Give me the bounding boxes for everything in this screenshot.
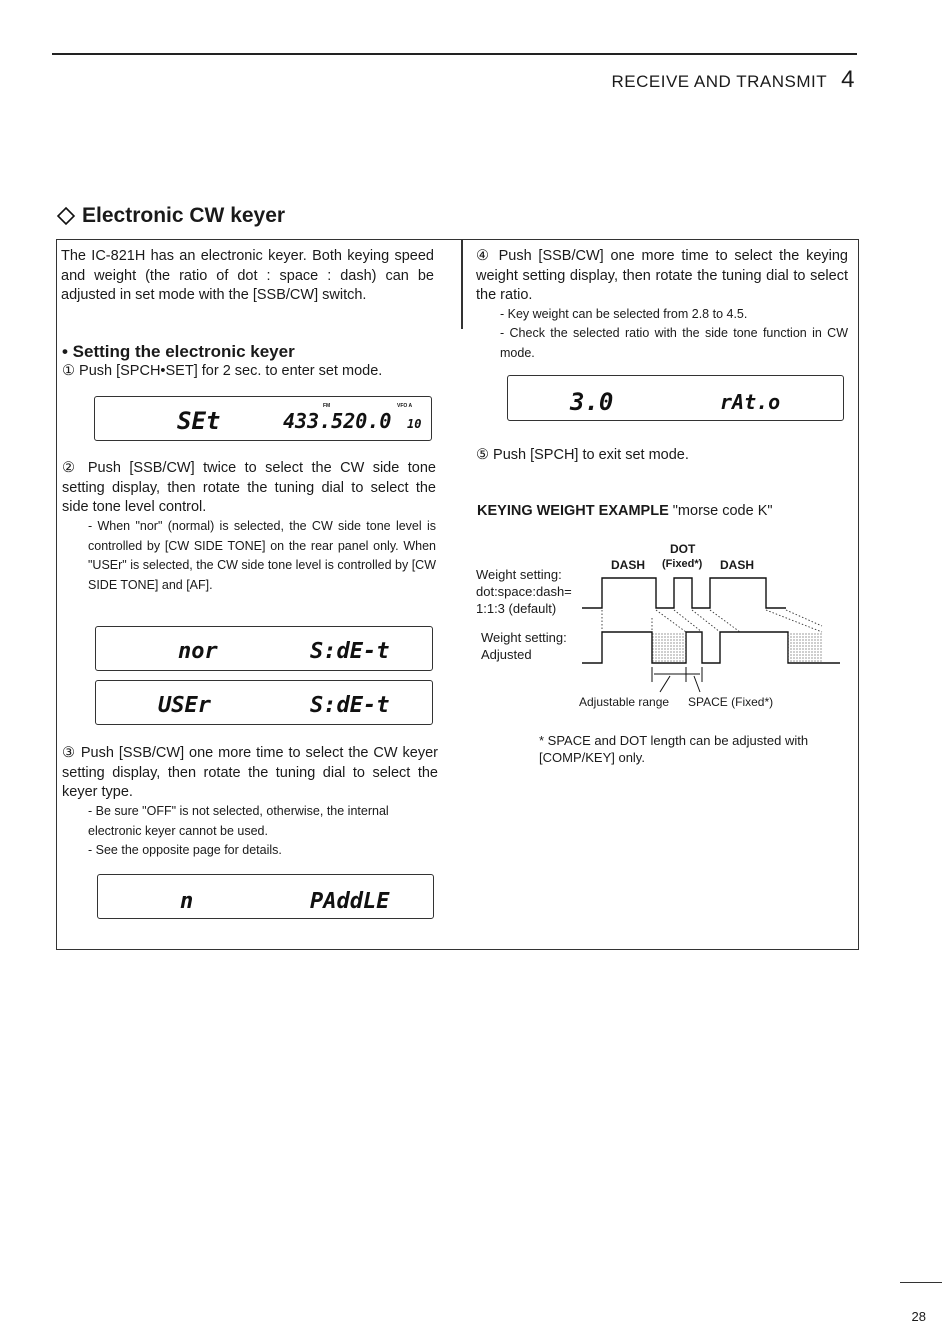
lcd-ratio bbox=[507, 375, 844, 421]
weight-adjusted-label bbox=[481, 629, 567, 663]
step-2-note: - When "nor" (normal) is selected, the CW side tone level is controlled by [CW SIDE TONE] on the rear panel only. When "USEr" is selected, the CW side tone level is controlled by [CW SIDE TONE] and [AF]. bbox=[88, 519, 436, 592]
section-title-text: Electronic CW keyer bbox=[82, 204, 286, 227]
guide-lines bbox=[602, 610, 822, 632]
footnote: * SPACE and DOT length can be adjusted with [COMP/KEY] only. bbox=[539, 733, 809, 765]
weight-default-line-1: Weight setting: bbox=[476, 567, 562, 582]
subheading: • Setting the electronic keyer bbox=[62, 342, 295, 361]
keying-waveform-diagram bbox=[580, 570, 850, 695]
example-title: KEYING WEIGHT EXAMPLE bbox=[477, 503, 669, 519]
adjustable-range-label: Adjustable range bbox=[579, 695, 670, 709]
lcd-set bbox=[94, 396, 432, 441]
lcd-ratio-left: 3.0 bbox=[570, 388, 614, 416]
diagram-dot-label: DOT bbox=[670, 542, 696, 556]
diagram-dash2-label: DASH bbox=[720, 558, 755, 572]
default-waveform bbox=[582, 578, 786, 608]
step-2: ② Push [SSB/CW] twice to select the CW side tone setting display, then rotate the tuning dial to select the side tone level control. bbox=[62, 460, 436, 515]
example-subtitle: "morse code K" bbox=[672, 503, 773, 519]
diagram-fixed-label: (Fixed*) bbox=[662, 558, 703, 570]
diamond-icon bbox=[56, 206, 76, 226]
lcd-paddle-left: n bbox=[180, 889, 194, 914]
lcd-user-right: S:dE-t bbox=[310, 693, 390, 718]
lcd-set-ind1: FM bbox=[323, 403, 331, 409]
column-divider bbox=[461, 239, 463, 329]
space-fixed-label: SPACE (Fixed*) bbox=[688, 695, 774, 709]
chapter-number: 4 bbox=[841, 66, 855, 93]
example-title-line bbox=[477, 503, 773, 519]
lcd-set-ind2: VFO A bbox=[397, 403, 413, 409]
step-5: ⑤ Push [SPCH] to exit set mode. bbox=[476, 447, 689, 463]
step-3-note-2: - See the opposite page for details. bbox=[88, 843, 282, 857]
step-3-note-1: - Be sure "OFF" is not selected, otherwise, the internal electronic keyer cannot be used. bbox=[88, 804, 389, 838]
lcd-nor bbox=[95, 626, 433, 671]
diagram-dash1-label: DASH bbox=[611, 558, 646, 572]
lcd-paddle-right: PAddLE bbox=[310, 889, 390, 914]
weight-default-line-3: 1:1:3 (default) bbox=[476, 601, 557, 616]
adjustable-area-2 bbox=[788, 633, 822, 663]
weight-default-label bbox=[476, 566, 572, 617]
lcd-nor-right: S:dE-t bbox=[310, 639, 390, 664]
lcd-nor-left: nor bbox=[178, 639, 218, 664]
section-title bbox=[56, 204, 285, 228]
step-3: ③ Push [SSB/CW] one more time to select the CW keyer setting display, then rotate the tuning dial to select the keyer type. bbox=[62, 745, 438, 800]
lcd-user bbox=[95, 680, 433, 725]
page-header bbox=[612, 66, 855, 94]
intro-paragraph: The IC-821H has an electronic keyer. Both keying speed and weight (the ratio of dot : space : dash) can be adjusted in set mode with the [SSB/CW] switch. bbox=[61, 248, 434, 303]
weight-adjusted-line-1: Weight setting: bbox=[481, 630, 567, 645]
lcd-set-right: 433.520.0 bbox=[283, 409, 392, 433]
footer-rule bbox=[900, 1282, 942, 1283]
step-4-note-2: - Check the selected ratio with the side tone function in CW mode. bbox=[500, 326, 848, 360]
page-number: 28 bbox=[911, 1309, 926, 1324]
lcd-set-left: SEt bbox=[177, 407, 221, 435]
step-1: ① Push [SPCH•SET] for 2 sec. to enter set mode. bbox=[62, 363, 383, 379]
step-4: ④ Push [SSB/CW] one more time to select the keying weight setting display, then rotate the tuning dial to select the ratio. bbox=[476, 248, 848, 303]
lcd-ratio-right: rAt.o bbox=[720, 390, 781, 414]
header-title: RECEIVE AND TRANSMIT bbox=[611, 72, 828, 91]
weight-default-line-2: dot:space:dash= bbox=[476, 584, 572, 599]
step-4-note-1: - Key weight can be selected from 2.8 to 4.5. bbox=[500, 307, 748, 321]
lcd-user-left: USEr bbox=[158, 693, 211, 718]
weight-adjusted-line-2: Adjusted bbox=[481, 647, 532, 662]
lcd-paddle bbox=[97, 874, 434, 919]
dimension-arrows bbox=[652, 667, 702, 692]
lcd-set-suffix: 10 bbox=[407, 417, 422, 431]
header-rule bbox=[52, 53, 857, 55]
adjustable-area-1 bbox=[652, 633, 686, 663]
